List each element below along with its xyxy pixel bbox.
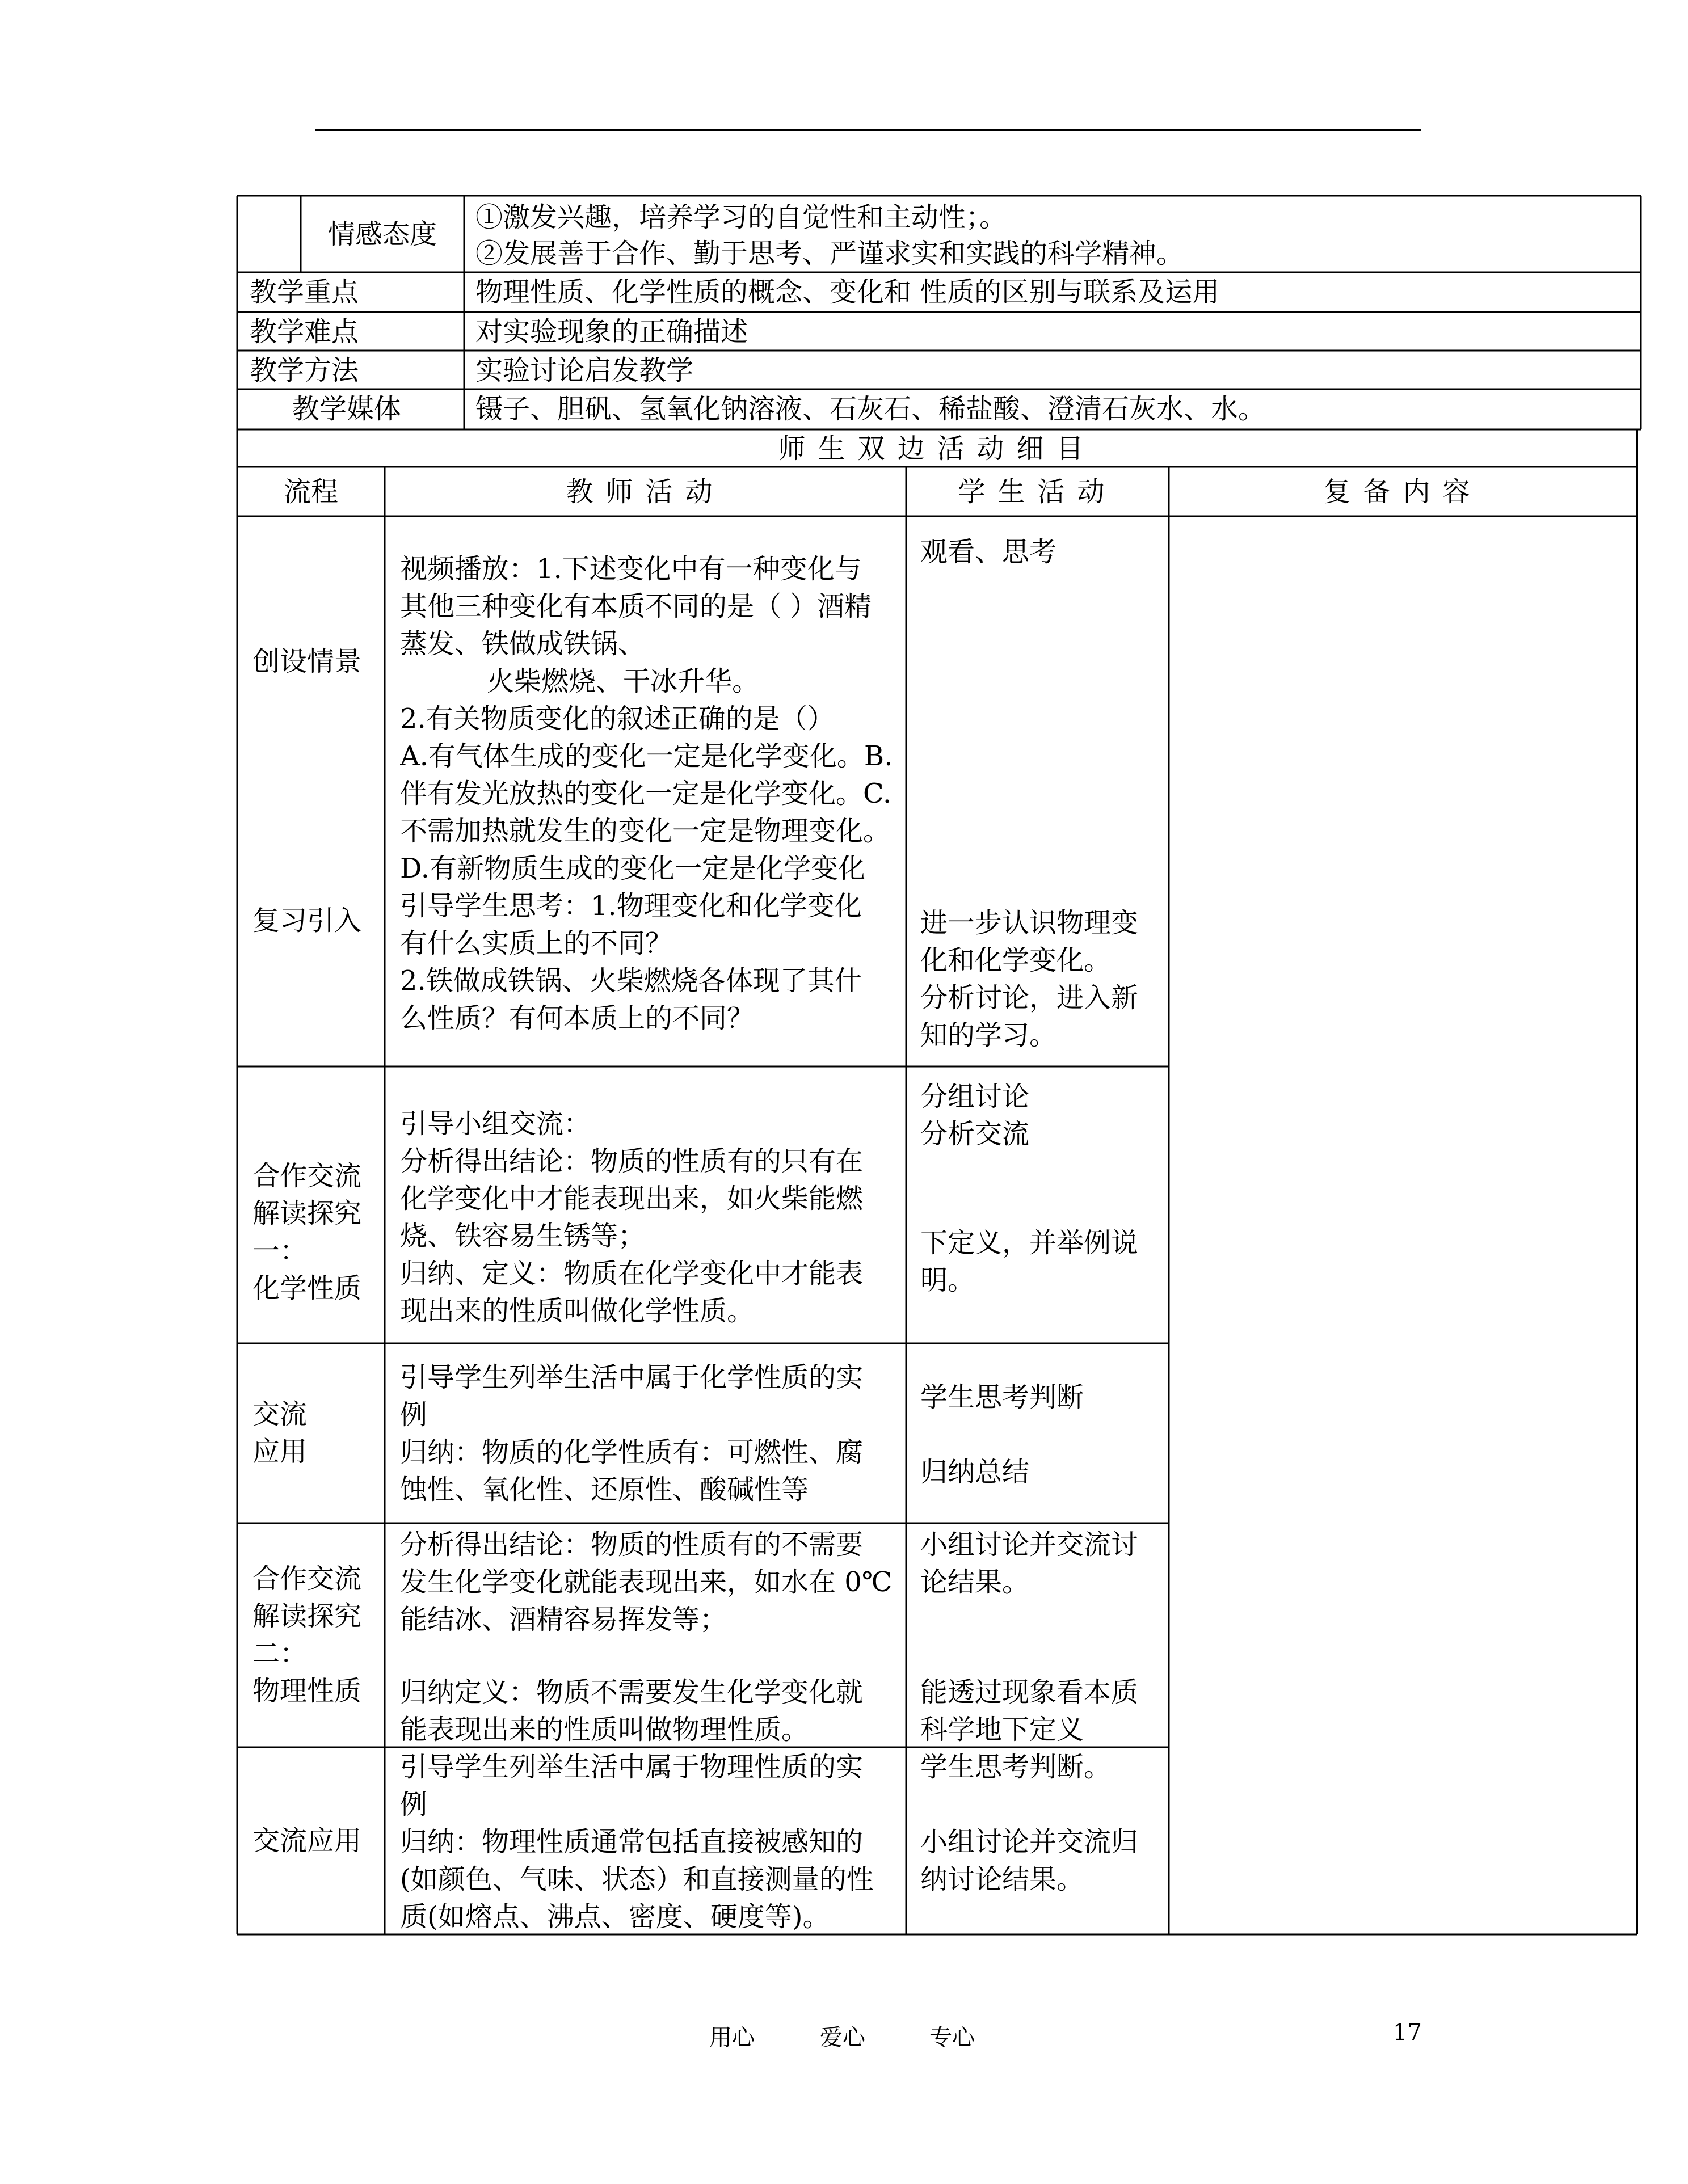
teacher-line: 例 [400,1399,428,1431]
header-review-content: 复备内容 [1323,476,1483,508]
teacher-line: (如颜色、气味、状态）和直接测量的性 [400,1863,874,1895]
teacher-line: 化学变化中才能表现出来，如火柴能燃 [400,1183,864,1215]
teacher-line: 例 [400,1789,428,1820]
teacher-line: 么性质？有何本质上的不同？ [400,1002,755,1034]
stage-label: 交流应用 [252,1825,362,1857]
footer-text-1: 用心 [709,2025,755,2051]
media-label: 教学媒体 [292,393,402,425]
teacher-line: 分析得出结论：物质的性质有的只有在 [400,1145,864,1177]
student-line: 能透过现象看本质 [920,1676,1139,1708]
teacher-line: 质(如熔点、沸点、密度、硬度等)。 [400,1901,830,1933]
teacher-line: 归纳：物理性质通常包括直接被感知的 [400,1826,864,1858]
teacher-line: 蒸发、铁做成铁锅、 [400,628,646,660]
teacher-line: 归纳：物质的化学性质有：可燃性、腐 [400,1436,864,1468]
student-line: 学生思考判断 [920,1381,1084,1413]
teacher-line: 伴有发光放热的变化一定是化学变化。C. [400,778,892,809]
teacher-line: 2.铁做成铁锅、火柴燃烧各体现了其什 [400,965,862,997]
student-line: 小组讨论并交流讨 [920,1529,1139,1561]
difficulties-value: 对实验现象的正确描述 [475,316,748,348]
media-value: 镊子、胆矾、氢氧化钠溶液、石灰石、稀盐酸、澄清石灰水、水。 [475,393,1266,425]
key-points-label: 教学重点 [250,276,359,308]
student-line: 科学地下定义 [920,1714,1084,1745]
student-line: 分析交流 [920,1118,1030,1150]
teacher-line: 引导小组交流： [400,1108,591,1140]
header-process: 流程 [283,476,338,508]
student-line: 进一步认识物理变 [920,907,1139,939]
stage-label: 物理性质 [252,1675,362,1707]
teacher-line: 引导学生列举生活中属于物理性质的实 [400,1751,864,1783]
stage-label: 合作交流 [252,1563,362,1595]
teacher-line: 其他三种变化有本质不同的是（ ）酒精 [400,591,872,622]
header-student-activity: 学生活动 [958,476,1117,508]
teacher-line: 有什么实质上的不同？ [400,927,673,959]
student-line: 分析讨论，进入新 [920,982,1139,1014]
student-line: 明。 [920,1264,975,1296]
stage-label: 交流 [252,1398,308,1430]
student-line: 论结果。 [920,1566,1030,1598]
stage-label: 合作交流 [252,1160,362,1192]
student-line: 分组讨论 [920,1081,1030,1112]
stage-label: 解读探究 [252,1198,362,1229]
teacher-line: 引导学生思考：1.物理变化和化学变化 [400,890,862,922]
stage-label: 二： [252,1638,308,1669]
teacher-line: 火柴燃烧、干冰升华。 [487,665,760,697]
emotion-line-2: ②发展善于合作、勤于思考、严谨求实和实践的科学精神。 [475,238,1184,269]
student-line: 小组讨论并交流归 [920,1826,1139,1858]
footer-text-2: 爱心 [820,2025,865,2051]
teacher-line: 烧、铁容易生锈等； [400,1220,646,1252]
key-points-value: 物理性质、化学性质的概念、变化和 性质的区别与联系及运用 [475,276,1220,308]
stage-label: 复习引入 [252,905,362,937]
student-line: 下定义，并举例说 [920,1227,1139,1259]
teacher-line: 现出来的性质叫做化学性质。 [400,1295,755,1327]
header-teacher-activity: 教师活动 [566,476,725,508]
stage-label: 化学性质 [252,1272,362,1304]
teacher-line: 不需加热就发生的变化一定是物理变化。 [400,815,891,847]
teacher-line: 蚀性、氧化性、还原性、酸碱性等 [400,1474,809,1506]
stage-label: 应用 [252,1436,308,1468]
teacher-line: 分析得出结论：物质的性质有的不需要 [400,1529,864,1561]
footer-text-3: 专心 [929,2025,975,2051]
method-label: 教学方法 [250,355,359,386]
student-line: 观看、思考 [920,536,1057,568]
difficulties-label: 教学难点 [250,316,359,348]
student-line: 纳讨论结果。 [920,1863,1084,1895]
teacher-line: 2.有关物质变化的叙述正确的是（） [400,703,835,735]
teacher-line: 归纳、定义：物质在化学变化中才能表 [400,1258,864,1289]
student-line: 学生思考判断。 [920,1751,1112,1783]
emotion-line-1: ①激发兴趣，培养学习的自觉性和主动性；。 [475,201,1007,233]
teacher-line: 归纳定义：物质不需要发生化学变化就 [400,1676,864,1708]
page-number: 17 [1393,2019,1422,2046]
activity-table-title: 师生双边活动细目 [778,433,1096,465]
teacher-line: D.有新物质生成的变化一定是化学变化 [400,853,866,884]
stage-label: 创设情景 [252,646,362,677]
teacher-line: A.有气体生成的变化一定是化学变化。B. [400,740,893,772]
teacher-line: 发生化学变化就能表现出来，如水在 0℃ [400,1566,893,1598]
emotion-attitude-label: 情感态度 [327,218,437,250]
teacher-line: 能结冰、酒精容易挥发等； [400,1604,727,1635]
stage-label: 解读探究 [252,1600,362,1632]
teacher-line: 视频播放：1.下述变化中有一种变化与 [400,553,862,585]
teacher-line: 引导学生列举生活中属于化学性质的实 [400,1361,864,1393]
student-line: 化和化学变化。 [920,945,1112,976]
student-line: 知的学习。 [920,1019,1057,1051]
teacher-line: 能表现出来的性质叫做物理性质。 [400,1714,809,1745]
student-line: 归纳总结 [920,1456,1030,1488]
method-value: 实验讨论启发教学 [475,355,694,386]
stage-label: 一： [252,1235,308,1267]
